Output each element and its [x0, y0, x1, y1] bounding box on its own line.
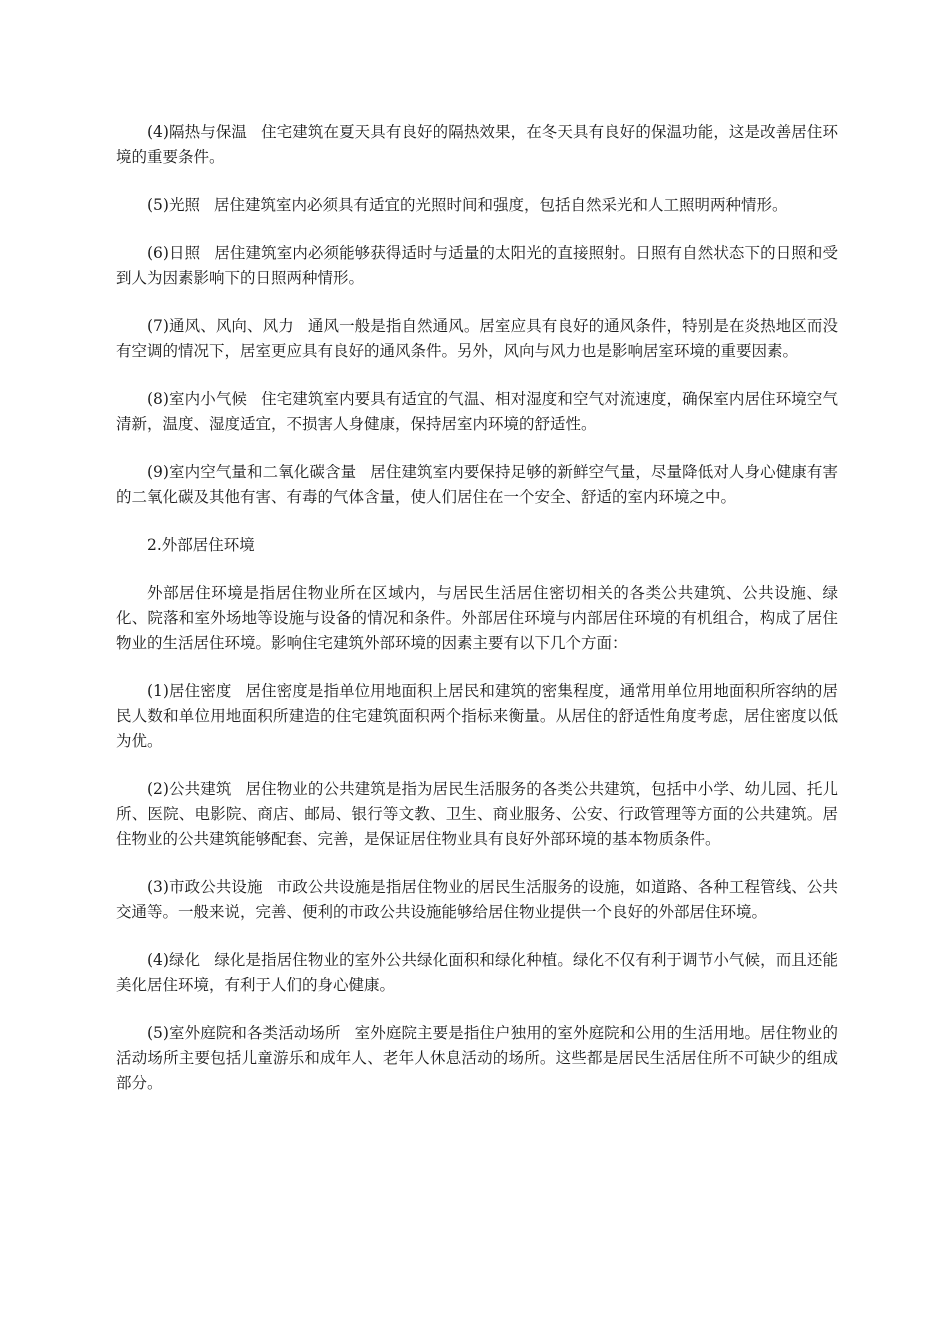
- paragraph-air-quality: [116, 460, 838, 510]
- paragraph-microclimate: [116, 387, 838, 437]
- paragraph-text: 居住建筑室内必须具有适宜的光照时间和强度，包括自然采光和人工照明两种情形。: [213, 196, 788, 214]
- item-text: 居住密度是指单位用地面积上居民和建筑的密集程度，通常用单位用地面积所容纳的居民人数和单位用地面积所建造的住宅建筑面积两个指标来衡量。从居住的舒适性角度考虑，居住密度以低为优。: [116, 682, 838, 750]
- paragraph-sunlight: [116, 241, 838, 291]
- item-label: (3)市政公共设施: [147, 878, 263, 896]
- paragraph-label: (7)通风、风向、风力: [147, 317, 294, 335]
- section-heading: 2.外部居住环境: [147, 536, 255, 554]
- item-text: 绿化是指居住物业的室外公共绿化面积和绿化种植。绿化不仅有利于调节小气候，而且还能美化居住环境，有利于人们的身心健康。: [116, 951, 838, 994]
- paragraph-lighting: [116, 193, 838, 218]
- item-text: 居住物业的公共建筑是指为居民生活服务的各类公共建筑，包括中小学、幼儿园、托儿所、医院、电影院、商店、邮局、银行等文教、卫生、商业服务、公安、行政管理等方面的公共建筑。居住物业的公共建筑能够配套、完善，是保证居住物业具有良好外部环境的基本物质条件。: [116, 780, 838, 848]
- paragraph-text: 住宅建筑在夏天具有良好的隔热效果，在冬天具有良好的保温功能，这是改善居住环境的重要条件。: [116, 123, 838, 166]
- item-text: 市政公共设施是指居住物业的居民生活服务的设施，如道路、各种工程管线、公共交通等。一般来说，完善、便利的市政公共设施能够给居住物业提供一个良好的外部居住环境。: [116, 878, 838, 921]
- paragraph-ventilation: [116, 314, 838, 364]
- paragraph-insulation: [116, 120, 838, 170]
- paragraph-text: 居住建筑室内要保持足够的新鲜空气量，尽量降低对人身心健康有害的二氧化碳及其他有害、有毒的气体含量，使人们居住在一个安全、舒适的室内环境之中。: [116, 463, 838, 506]
- item-label: (5)室外庭院和各类活动场所: [147, 1024, 341, 1042]
- paragraph-text: 通风一般是指自然通风。居室应具有良好的通风条件，特别是在炎热地区而没有空调的情况下，居室更应具有良好的通风条件。另外，风向与风力也是影响居室环境的重要因素。: [116, 317, 838, 360]
- paragraph-text: 住宅建筑室内要具有适宜的气温、相对湿度和空气对流速度，确保室内居住环境空气清新，温度、湿度适宜，不损害人身健康，保持居室内环境的舒适性。: [116, 390, 838, 433]
- paragraph-label: (9)室内空气量和二氧化碳含量: [147, 463, 357, 481]
- paragraph-label: (8)室内小气候: [147, 390, 248, 408]
- item-municipal-facilities: [116, 875, 838, 925]
- document-page: [116, 120, 838, 1119]
- paragraph-text: 居住建筑室内必须能够获得适时与适量的太阳光的直接照射。日照有自然状态下的日照和受到人为因素影响下的日照两种情形。: [116, 244, 838, 287]
- paragraph-label: (5)光照: [147, 196, 200, 214]
- item-courtyards: [116, 1021, 838, 1096]
- item-label: (4)绿化: [147, 951, 201, 969]
- item-greening: [116, 948, 838, 998]
- item-density: [116, 679, 838, 754]
- item-label: (1)居住密度: [147, 682, 232, 700]
- item-text: 室外庭院主要是指住户独用的室外庭院和公用的生活用地。居住物业的活动场所主要包括儿童游乐和成年人、老年人休息活动的场所。这些都是居民生活居住所不可缺少的组成部分。: [116, 1024, 838, 1092]
- paragraph-label: (6)日照: [147, 244, 201, 262]
- item-public-buildings: [116, 777, 838, 852]
- section-intro: 外部居住环境是指居住物业所在区域内，与居民生活居住密切相关的各类公共建筑、公共设施、绿化、院落和室外场地等设施与设备的情况和条件。外部居住环境与内部居住环境的有机组合，构成了居住物业的生活居住环境。影响住宅建筑外部环境的因素主要有以下几个方面：: [116, 584, 838, 652]
- paragraph-label: (4)隔热与保温: [147, 123, 248, 141]
- item-label: (2)公共建筑: [147, 780, 232, 798]
